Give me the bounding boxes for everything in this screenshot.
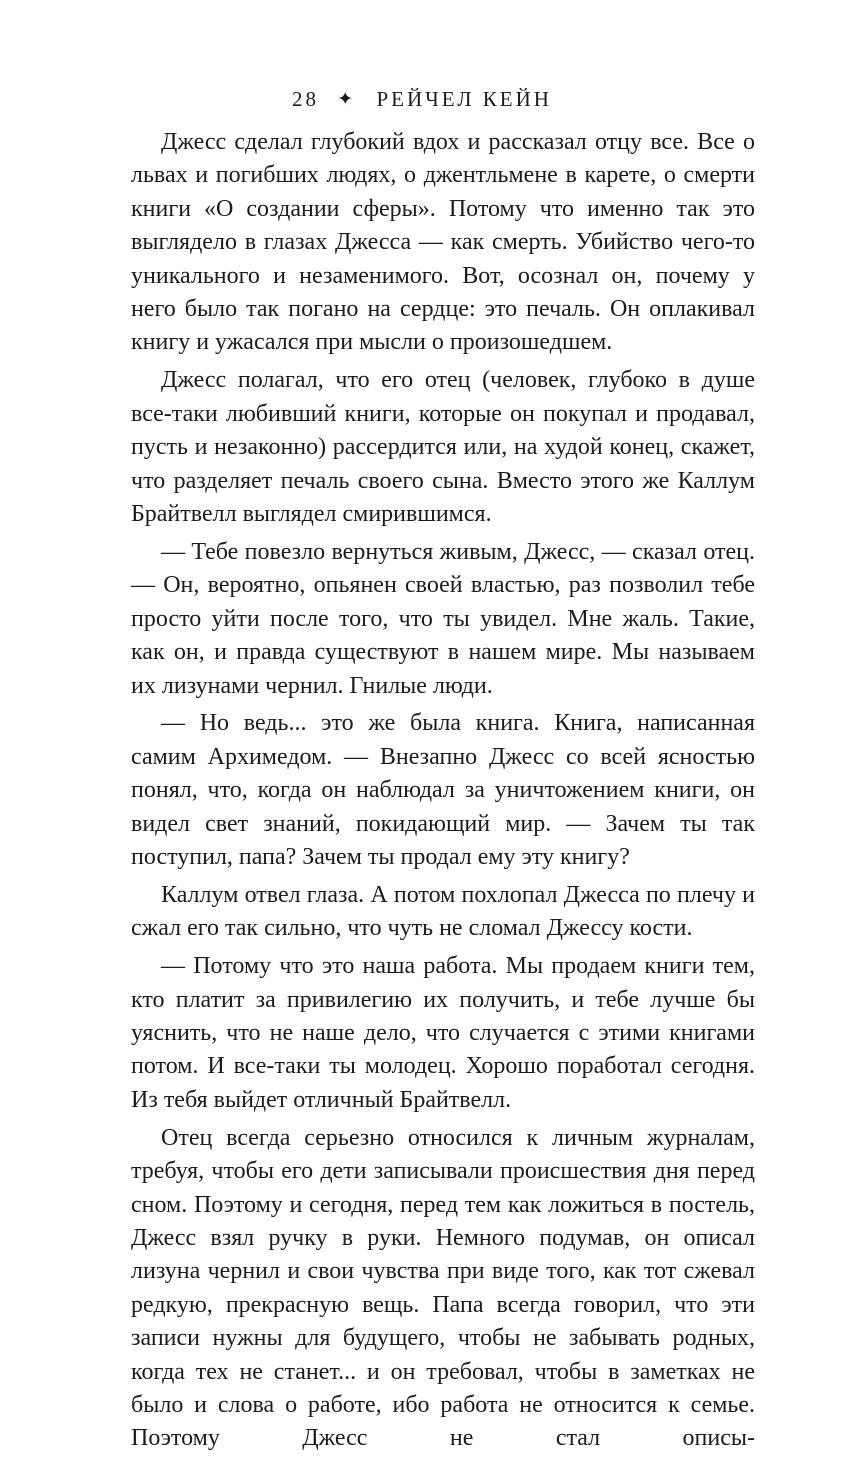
paragraph: Отец всегда серьезно относился к личным журналам, требуя, чтобы его дети записывали происшествия дня перед сном. Поэтому и сегодня, перед тем как ложиться в постель, Джесс взял ручку в руки. Немного подумав, он описал лизуна чернил и свои чувства при виде того, как тот сжевал редкую, прекрасную вещь. Папа всегда говорил, что эти записи нужны для будущего, чтобы не забывать родных, когда тех не станет... и он требовал, чтобы в заметках не было и слова о работе, ибо работа не относится к семье. Поэтому Джесс не стал описы- (131, 1124, 755, 1452)
running-head (0, 86, 844, 114)
paragraph: — Потому что это наша работа. Мы продаем книги тем, кто платит за привилегию их получить, и тебе лучше бы уяснить, что не наше дело, что случается с этими книгами потом. И все-таки ты молодец. Хорошо поработал сегодня. Из тебя выйдет отличный Брайтвелл. (131, 953, 755, 1113)
paragraph: Джесс полагал, что его отец (человек, глубоко в душе все-таки любивший книги, которые он покупал и продавал, пусть и незаконно) рассердится или, на худой конец, скажет, что разделяет печаль своего сына. Вместо этого же Каллум Брайтвелл выглядел смирившимся. (131, 367, 755, 527)
author-name: РЕЙЧЕЛ КЕЙН (376, 87, 552, 111)
body-text (131, 126, 755, 1460)
paragraph: — Но ведь... это же была книга. Книга, написанная самим Архимедом. — Внезапно Джесс со всей ясностью понял, что, когда он наблюдал за уничтожением книги, он видел свет знаний, покидающий мир. — Зачем ты так поступил, папа? Зачем ты продал ему эту книгу? (131, 710, 755, 871)
paragraph: Каллум отвел глаза. А потом похлопал Джесса по плечу и сжал его так сильно, что чуть не сломал Джессу кости. (131, 881, 755, 942)
page-number: 28 (292, 87, 320, 111)
paragraph: Джесс сделал глубокий вдох и рассказал отцу все. Все о львах и погибших людях, о джентльмене в карете, о смерти книги «О создании сферы». Потому что именно так это выглядело в глазах Джесса — как смерть. Убийство чего-то уникального и незаменимого. Вот, осознал он, почему у него было так погано на сердце: это печаль. Он оплакивал книгу и ужасался при мысли о произошедшем. (131, 129, 755, 356)
paragraph: — Тебе повезло вернуться живым, Джесс, — сказал отец. — Он, вероятно, опьянен своей властью, раз позволил тебе просто уйти после того, что ты увидел. Мне жаль. Такие, как он, и правда существуют в нашем мире. Мы называем их лизунами чернил. Гнилые люди. (131, 538, 755, 699)
four-pointed-star-icon: ✦ (337, 89, 357, 110)
